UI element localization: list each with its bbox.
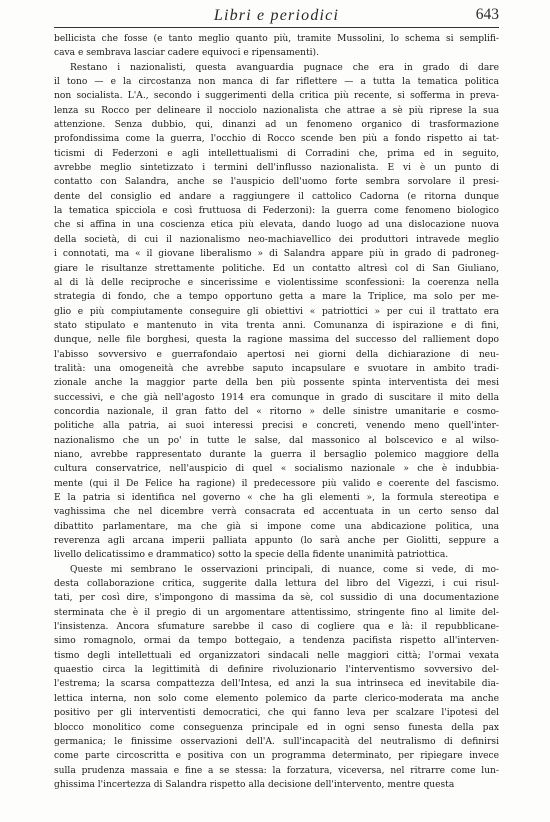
text-line: al di là delle reciproche e sincerissime e violentissime sconfessioni: la coerenza nella [54, 277, 499, 288]
text-line: niano, avrebbe rappresentato durante la guerra il bersaglio polemico maggiore della [54, 449, 499, 460]
text-line: cava e sembrava lasciar cadere equivoci e ripensamenti). [54, 48, 319, 59]
text-line: bellicista che fosse (e tanto meglio quanto più, tramite Mussolini, lo schema si semplifi- [54, 34, 499, 44]
body-text [54, 32, 499, 792]
text-line: livello delicatissimo e drammatico) sotto la specie della fidente unanimità patriottica. [54, 550, 449, 561]
text-line: la tematica spicciola e così fruttuosa di Federzoni): la guerra come fenomeno biologico [54, 206, 499, 217]
text-line: reverenza agli arcana imperii palliata appunto (lo sarà anche per Giolitti, seppure a [54, 536, 499, 547]
text-line: mente (qui il De Felice ha ragione) il predecessore più valido e coerente del fascismo. [54, 478, 499, 489]
text-line: desta collaborazione critica, suggerite dalla lettura del libro del Vigezzi, i cui risul- [54, 579, 499, 590]
paragraph [54, 32, 499, 61]
text-line: dibattito parlamentare, ma che già si impone come una abdicazione politica, una [54, 521, 499, 532]
text-line: sulla prudenza massaia e fine a se stessa: la forzatura, viceversa, nel ritrarre come lun- [54, 765, 499, 776]
text-line: lenza su Rocco per delineare il nocciolo nazionalista che attrae a sè più riprese la sua [54, 105, 499, 116]
text-line: Queste mi sembrano le osservazioni principali, di nuance, come si vede, di mo- [70, 564, 499, 575]
text-line: cultura conservatrice, nell'auspicio di quel « socialismo nazionale » che è indubbia- [54, 464, 499, 475]
text-line: blocco monolitico come conseguenza principale ed in ogni senso funesta della pax [54, 722, 499, 733]
text-line: concordia nazionale, il gran fatto del « ritorno » delle sinistre umanitarie e cosmo- [54, 406, 499, 417]
text-line: lettica interna, non solo come elemento polemico da parte clerico-moderata ma anche [54, 693, 499, 704]
text-line: tismo degli intellettuali ed organizzatori sindacali nelle maggiori città; l'ormai vexata [54, 650, 499, 661]
text-line: simo romagnolo, ormai da tempo bottegaio, a tendenza pacifista rispetto all'interven- [54, 636, 499, 647]
text-line: l'abisso sovversivo e guerrafondaio apertosi nei giorni della dichiarazione di neu- [54, 349, 499, 360]
text-line: dunque, nelle file borghesi, questa la ragione massima del successo del ralliement dopo [54, 335, 499, 346]
text-line: vaghissima che nel dicembre verrà consacrata ed accentuata in un certo senso dal [54, 507, 499, 518]
running-title: Libri e periodici [213, 7, 340, 24]
text-line: profondissima come la guerra, l'occhio di Rocco scende ben più a fondo rispetto ai tat- [54, 134, 499, 145]
text-line: stato stipulato e mantenuto in vita trenta anni. Comunanza di ispirazione e di fini, [54, 320, 499, 331]
text-line: avrebbe meglio sintetizzato i termini dell'influsso nazionalista. E vi è un punto di [54, 163, 499, 174]
text-line: quaestio circa la legittimità di definire rivoluzionario l'interventismo sovversivo del- [54, 665, 499, 676]
text-line: giare le risultanze strettamente politiche. Ed un contatto altresì col di San Giuliano, [54, 263, 499, 274]
text-line: germanica; le finissime osservazioni dell'A. sull'incapacità del neutralismo di definirsi [54, 736, 499, 747]
text-line: l'insistenza. Ancora sfumature sarebbe il caso di cogliere qua e là: il repubblicane- [54, 622, 499, 633]
text-line: successivi, e che già nell'agosto 1914 era comunque in grado di suscitare il mito della [54, 392, 499, 403]
paragraph [54, 61, 499, 563]
text-line: E la patria si identifica nel governo « che ha gli elementi », la formula stereotipa e [54, 493, 499, 503]
running-header [54, 6, 499, 26]
text-line: attenzione. Senza dubbio, qui, dinanzi ad un fenomeno organico di trasformazione [54, 120, 499, 131]
text-line: ghissima l'incertezza di Salandra rispetto alla decisione dell'intervento, mentre questa [54, 779, 455, 790]
text-line: contatto con Salandra, anche se l'auspicio dell'uomo forte sembra sorvolare il presi- [54, 177, 499, 188]
text-line: tralità: una omogeneità che avrebbe saputo incapsulare e svuotare in ambito tradi- [54, 363, 499, 374]
text-line: tati, per così dire, s'impongono di massima da sè, col sussidio di una documentazione [54, 593, 499, 604]
text-line: dente del consiglio ed andare a raggiungere il cattolico Cadorna (e ritorna dunque [54, 191, 499, 202]
text-line: zionale anche la maggior parte della ben più possente spinta interventista dei mesi [54, 378, 499, 389]
text-line: Restano i nazionalisti, questa avanguardia pugnace che era in grado di dare [70, 62, 499, 73]
text-line: non socialista. L'A., secondo i suggerimenti della critica più recente, si sofferma in preva- [54, 91, 499, 102]
text-line: l'estrema; la scarsa compattezza dell'Intesa, ed anzi la sua intrinseca ed inevitabile dia- [54, 679, 499, 690]
page-number: 643 [475, 6, 499, 23]
text-line: sterminata che è il pregio di un argomentare attentissimo, stringente fino al limite del- [54, 607, 499, 618]
text-line: politiche alla patria, ai suoi interessi precisi e concreti, venendo meno quell'inter- [54, 421, 499, 432]
paragraph [54, 563, 499, 793]
text-line: ticismi di Federzoni e agli intellettualismi di Corradini che, prima ed in seguito, [54, 148, 499, 159]
header-rule [54, 27, 499, 28]
text-line: strategia di fondo, che a tempo opportuno getta a mare la Triplice, ma solo per me- [54, 292, 499, 303]
text-line: nazionalismo che un po' in tutte le salse, dal massonico al bolscevico e al wilso- [54, 435, 499, 446]
text-line: che si affina in una coscienza etica più elevata, dando luogo ad una dislocazione nuova [54, 220, 499, 231]
text-line: il tono — e la circostanza non manca di far riflettere — a tutta la tematica politica [54, 77, 499, 88]
text-line: della società, di cui il nazionalismo neo-machiavellico dei produttori intravede meglio [54, 234, 499, 245]
text-line: positivo per gli interventisti democratici, che qui fanno leva per scalzare l'ipotesi del [54, 708, 499, 719]
text-line: i connotati, ma « il giovane liberalismo » di Salandra appare più in grado di padroneg- [54, 249, 499, 260]
text-line: come parte circoscritta e positiva con un programma determinato, per ripiegare invece [54, 751, 499, 762]
text-line: glio e più compiutamente conseguire gli obiettivi « patriottici » per cui il trattato era [54, 306, 499, 317]
